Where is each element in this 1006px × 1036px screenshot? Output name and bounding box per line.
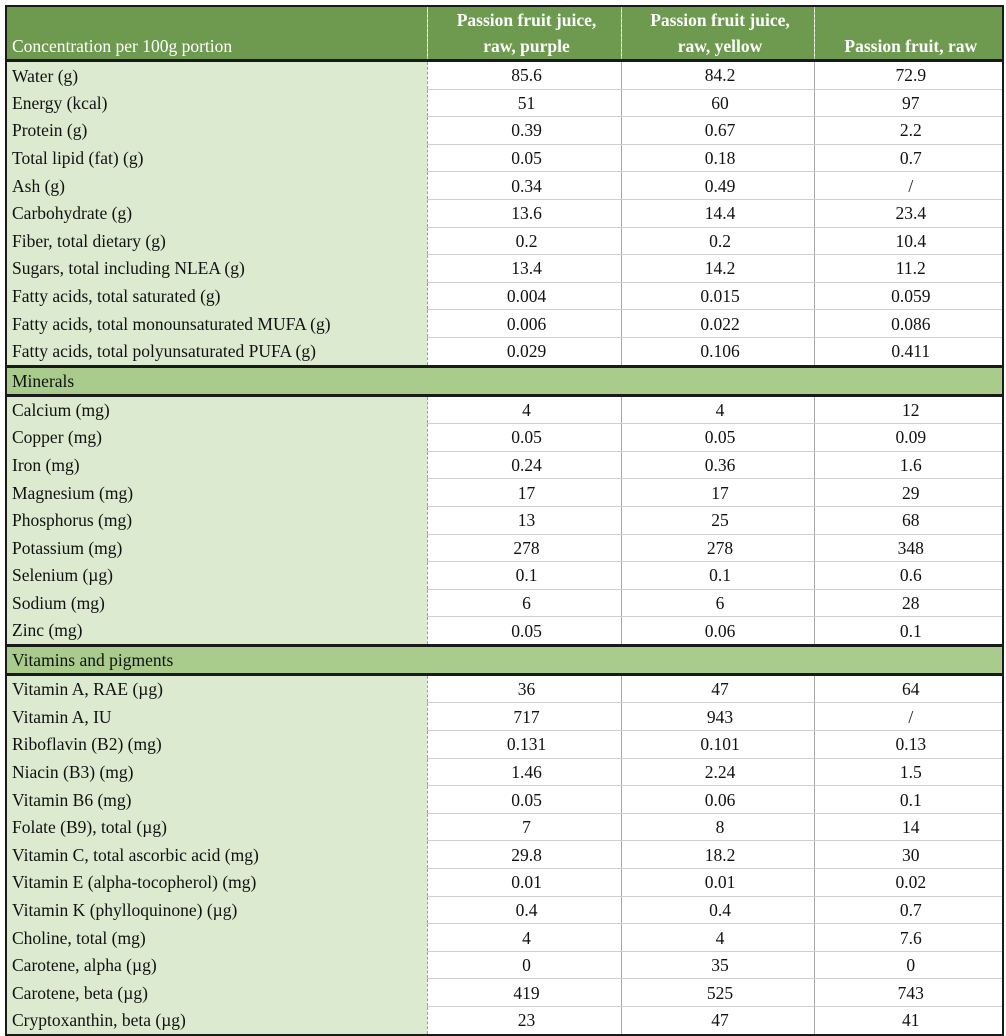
row-label: Vitamin A, RAE (µg) (6, 674, 427, 703)
row-value: 0.1 (427, 562, 621, 590)
vitamins-section (6, 674, 1003, 1034)
row-value: 29 (814, 479, 1003, 507)
header-label: Concentration per 100g portion (6, 6, 427, 61)
row-value: 943 (621, 703, 814, 731)
row-value: 0.05 (427, 786, 621, 814)
row-value: 11.2 (814, 255, 1003, 283)
table-row (6, 337, 1003, 366)
row-label: Vitamin C, total ascorbic acid (mg) (6, 841, 427, 869)
row-label: Choline, total (mg) (6, 924, 427, 952)
row-value: 0.101 (621, 731, 814, 759)
row-value: 0 (814, 951, 1003, 979)
row-label: Vitamin K (phylloquinone) (µg) (6, 896, 427, 924)
row-value: 0.106 (621, 337, 814, 366)
row-label: Vitamin E (alpha-tocopherol) (mg) (6, 869, 427, 897)
row-value: 0.015 (621, 282, 814, 310)
row-value: 17 (621, 479, 814, 507)
row-value: 97 (814, 89, 1003, 117)
header-col-passion-fruit-raw (814, 6, 1003, 61)
row-value: 1.5 (814, 758, 1003, 786)
table-row (6, 144, 1003, 172)
row-value: 14 (814, 813, 1003, 841)
row-label: Carbohydrate (g) (6, 199, 427, 227)
row-value: 0.24 (427, 451, 621, 479)
row-label: Ash (g) (6, 172, 427, 200)
row-value: 23.4 (814, 199, 1003, 227)
row-label: Fiber, total dietary (g) (6, 227, 427, 255)
row-value: 7 (427, 813, 621, 841)
row-value: 14.4 (621, 199, 814, 227)
row-value: 0.05 (621, 424, 814, 452)
row-value: 4 (427, 924, 621, 952)
header-col-line: raw, yellow (677, 36, 763, 56)
row-label: Protein (g) (6, 117, 427, 145)
header-col-line: Passion fruit juice, (456, 10, 597, 30)
row-value: 6 (427, 589, 621, 617)
table-row (6, 617, 1003, 646)
row-label: Folate (B9), total (µg) (6, 813, 427, 841)
table-row (6, 731, 1003, 759)
row-value: 278 (427, 534, 621, 562)
table-row (6, 979, 1003, 1007)
row-value: 0.029 (427, 337, 621, 366)
row-label: Magnesium (mg) (6, 479, 427, 507)
row-value: 1.46 (427, 758, 621, 786)
table-row (6, 758, 1003, 786)
row-label: Selenium (µg) (6, 562, 427, 590)
row-value: 0.1 (814, 786, 1003, 814)
table-row (6, 227, 1003, 255)
table-row (6, 451, 1003, 479)
row-label: Phosphorus (mg) (6, 506, 427, 534)
row-value: 18.2 (621, 841, 814, 869)
row-value: 743 (814, 979, 1003, 1007)
row-label: Zinc (mg) (6, 617, 427, 646)
row-value: 29.8 (427, 841, 621, 869)
row-label: Water (g) (6, 61, 427, 90)
row-value: 0.39 (427, 117, 621, 145)
row-value: 23 (427, 1007, 621, 1035)
row-value: 12 (814, 395, 1003, 424)
table-row (6, 951, 1003, 979)
table-row (6, 395, 1003, 424)
row-value: 0.09 (814, 424, 1003, 452)
row-value: 0.18 (621, 144, 814, 172)
row-value: 0.1 (621, 562, 814, 590)
vitamins-header (6, 645, 1003, 674)
row-value: / (814, 703, 1003, 731)
row-label: Fatty acids, total monounsaturated MUFA (g) (6, 310, 427, 338)
row-value: 0.01 (427, 869, 621, 897)
row-value: 0 (427, 951, 621, 979)
row-value: 36 (427, 674, 621, 703)
section-row (6, 645, 1003, 674)
row-label: Fatty acids, total saturated (g) (6, 282, 427, 310)
row-value: 0.13 (814, 731, 1003, 759)
row-value: 0.2 (621, 227, 814, 255)
section-title-vitamins: Vitamins and pigments (6, 645, 427, 674)
row-label: Copper (mg) (6, 424, 427, 452)
row-value: 1.6 (814, 451, 1003, 479)
row-label: Potassium (mg) (6, 534, 427, 562)
row-value: 4 (621, 924, 814, 952)
table-row (6, 172, 1003, 200)
row-value: 2.2 (814, 117, 1003, 145)
general-section (6, 61, 1003, 367)
row-value: 6 (621, 589, 814, 617)
row-label: Vitamin B6 (mg) (6, 786, 427, 814)
row-value: 717 (427, 703, 621, 731)
row-value: 85.6 (427, 61, 621, 90)
row-value: 17 (427, 479, 621, 507)
row-value: 25 (621, 506, 814, 534)
row-value: 13.6 (427, 199, 621, 227)
header-col-line: Passion fruit, raw (844, 36, 978, 56)
row-label: Total lipid (fat) (g) (6, 144, 427, 172)
row-value: 0.4 (621, 896, 814, 924)
table-row (6, 674, 1003, 703)
row-value: 35 (621, 951, 814, 979)
row-value: 13 (427, 506, 621, 534)
row-value: 419 (427, 979, 621, 1007)
row-label: Carotene, alpha (µg) (6, 951, 427, 979)
row-value: 0.05 (427, 617, 621, 646)
table-row (6, 479, 1003, 507)
row-value: 348 (814, 534, 1003, 562)
section-fill (427, 366, 1003, 395)
row-value: 0.006 (427, 310, 621, 338)
row-value: 64 (814, 674, 1003, 703)
row-label: Vitamin A, IU (6, 703, 427, 731)
row-value: 72.9 (814, 61, 1003, 90)
table-row (6, 506, 1003, 534)
row-value: 47 (621, 674, 814, 703)
table-row (6, 924, 1003, 952)
row-value: 0.131 (427, 731, 621, 759)
row-value: 84.2 (621, 61, 814, 90)
table-row (6, 869, 1003, 897)
table-row (6, 1007, 1003, 1035)
table-row (6, 255, 1003, 283)
table-row (6, 562, 1003, 590)
table-row (6, 117, 1003, 145)
row-value: 4 (427, 395, 621, 424)
row-value: 60 (621, 89, 814, 117)
row-value: 13.4 (427, 255, 621, 283)
row-label: Niacin (B3) (mg) (6, 758, 427, 786)
row-value: 0.05 (427, 424, 621, 452)
row-label: Sugars, total including NLEA (g) (6, 255, 427, 283)
row-value: 0.67 (621, 117, 814, 145)
row-value: 0.4 (427, 896, 621, 924)
row-value: 0.411 (814, 337, 1003, 366)
row-value: 0.022 (621, 310, 814, 338)
table-row (6, 282, 1003, 310)
table-row (6, 786, 1003, 814)
row-value: 47 (621, 1007, 814, 1035)
table-row (6, 896, 1003, 924)
row-label: Energy (kcal) (6, 89, 427, 117)
table-row (6, 841, 1003, 869)
row-value: 7.6 (814, 924, 1003, 952)
row-value: 0.059 (814, 282, 1003, 310)
row-value: 14.2 (621, 255, 814, 283)
row-value: 28 (814, 589, 1003, 617)
row-value: 4 (621, 395, 814, 424)
row-value: 525 (621, 979, 814, 1007)
header-col-purple-juice (427, 6, 621, 61)
row-label: Iron (mg) (6, 451, 427, 479)
table-row (6, 589, 1003, 617)
row-label: Cryptoxanthin, beta (µg) (6, 1007, 427, 1035)
row-value: 0.7 (814, 896, 1003, 924)
row-value: 0.6 (814, 562, 1003, 590)
row-label: Sodium (mg) (6, 589, 427, 617)
row-value: 8 (621, 813, 814, 841)
row-value: 0.01 (621, 869, 814, 897)
row-value: 68 (814, 506, 1003, 534)
minerals-section (6, 395, 1003, 645)
header-col-line: raw, purple (483, 36, 570, 56)
header-col-line: Passion fruit juice, (650, 10, 790, 30)
row-value: 0.06 (621, 617, 814, 646)
table-row (6, 199, 1003, 227)
row-value: / (814, 172, 1003, 200)
header-row (6, 6, 1003, 61)
row-value: 0.06 (621, 786, 814, 814)
row-value: 30 (814, 841, 1003, 869)
table-row (6, 424, 1003, 452)
section-title-minerals: Minerals (6, 366, 427, 395)
row-value: 51 (427, 89, 621, 117)
nutrient-table (5, 5, 1004, 1036)
section-row (6, 366, 1003, 395)
row-value: 0.05 (427, 144, 621, 172)
row-value: 278 (621, 534, 814, 562)
row-value: 0.1 (814, 617, 1003, 646)
row-value: 0.086 (814, 310, 1003, 338)
row-value: 41 (814, 1007, 1003, 1035)
row-value: 2.24 (621, 758, 814, 786)
row-value: 0.2 (427, 227, 621, 255)
row-value: 0.36 (621, 451, 814, 479)
table-row (6, 89, 1003, 117)
table-row (6, 813, 1003, 841)
row-label: Riboflavin (B2) (mg) (6, 731, 427, 759)
row-value: 0.004 (427, 282, 621, 310)
table-row (6, 61, 1003, 90)
table-row (6, 534, 1003, 562)
row-value: 0.34 (427, 172, 621, 200)
row-label: Calcium (mg) (6, 395, 427, 424)
row-value: 0.49 (621, 172, 814, 200)
minerals-header (6, 366, 1003, 395)
row-label: Fatty acids, total polyunsaturated PUFA (g) (6, 337, 427, 366)
section-fill (427, 645, 1003, 674)
table-row (6, 703, 1003, 731)
header-col-yellow-juice (621, 6, 814, 61)
row-value: 0.02 (814, 869, 1003, 897)
table-row (6, 310, 1003, 338)
row-value: 0.7 (814, 144, 1003, 172)
row-label: Carotene, beta (µg) (6, 979, 427, 1007)
row-value: 10.4 (814, 227, 1003, 255)
